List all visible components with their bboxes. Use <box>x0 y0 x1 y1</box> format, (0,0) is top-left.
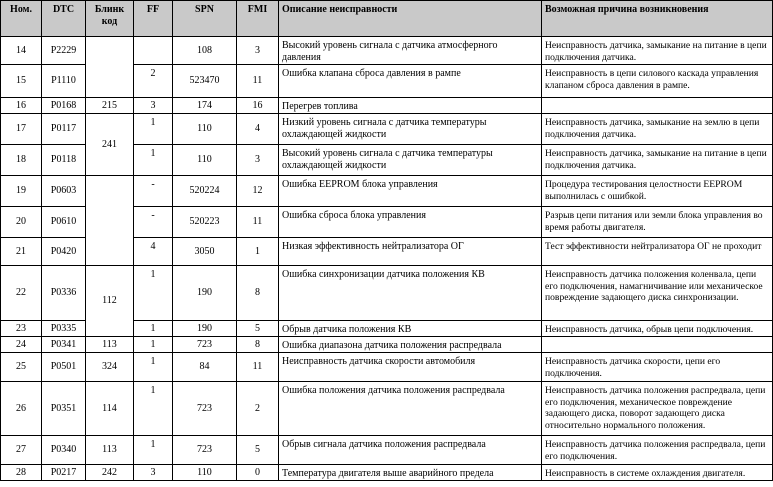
cell-desc: Высокий уровень сигнала с датчика атмосферного давления <box>279 37 542 65</box>
col-header-cause: Возможная причина возникновения <box>542 1 773 37</box>
header-row <box>1 1 773 37</box>
cell-dtc: P1110 <box>42 65 86 98</box>
table-row <box>1 114 773 145</box>
cell-spn: 723 <box>173 382 237 436</box>
cell-num: 28 <box>1 465 42 481</box>
cell-cause: Неисправность датчика скорости, цепи его подключения. <box>542 353 773 382</box>
cell-blink: 324 <box>86 353 134 382</box>
col-header-spn: SPN <box>173 1 237 37</box>
cell-desc: Перегрев топлива <box>279 98 542 114</box>
cell-fmi: 16 <box>237 98 279 114</box>
cell-dtc: P0341 <box>42 337 86 353</box>
cell-ff: 1 <box>134 353 173 382</box>
cell-num: 26 <box>1 382 42 436</box>
cell-cause: Тест эффективности нейтрализатора ОГ не проходит <box>542 238 773 266</box>
cell-blink: 113 <box>86 337 134 353</box>
cell-num: 18 <box>1 145 42 176</box>
col-header-dtc: DTC <box>42 1 86 37</box>
cell-ff: 1 <box>134 321 173 337</box>
cell-cause: Неисправность датчика, обрыв цепи подключения. <box>542 321 773 337</box>
cell-cause: Неисправность датчика, замыкание на питание в цепи подключения датчика. <box>542 37 773 65</box>
cell-fmi: 8 <box>237 266 279 321</box>
cell-ff: 1 <box>134 114 173 145</box>
cell-fmi: 4 <box>237 114 279 145</box>
cell-dtc: P0420 <box>42 238 86 266</box>
cell-ff: 2 <box>134 65 173 98</box>
cell-blink <box>86 176 134 266</box>
cell-ff: 1 <box>134 436 173 465</box>
cell-dtc: P0603 <box>42 176 86 207</box>
table-row <box>1 37 773 65</box>
cell-dtc: P0118 <box>42 145 86 176</box>
cell-desc: Высокий уровень сигнала с датчика температуры охлаждающей жидкости <box>279 145 542 176</box>
cell-fmi: 3 <box>237 145 279 176</box>
cell-ff: 3 <box>134 465 173 481</box>
cell-fmi: 11 <box>237 207 279 238</box>
cell-fmi: 0 <box>237 465 279 481</box>
cell-cause <box>542 98 773 114</box>
cell-desc: Низкий уровень сигнала с датчика температуры охлаждающей жидкости <box>279 114 542 145</box>
cell-blink <box>86 37 134 98</box>
cell-fmi: 5 <box>237 321 279 337</box>
cell-fmi: 5 <box>237 436 279 465</box>
cell-desc: Температура двигателя выше аварийного предела <box>279 465 542 481</box>
cell-fmi: 3 <box>237 37 279 65</box>
cell-spn: 3050 <box>173 238 237 266</box>
cell-num: 16 <box>1 98 42 114</box>
cell-spn: 523470 <box>173 65 237 98</box>
col-header-blink: Блинк код <box>86 1 134 37</box>
cell-ff: - <box>134 207 173 238</box>
cell-num: 17 <box>1 114 42 145</box>
cell-spn: 520223 <box>173 207 237 238</box>
cell-spn: 190 <box>173 266 237 321</box>
table-row <box>1 337 773 353</box>
cell-num: 15 <box>1 65 42 98</box>
cell-cause: Разрыв цепи питания или земли блока управления во время работы двигателя. <box>542 207 773 238</box>
cell-dtc: P0610 <box>42 207 86 238</box>
cell-fmi: 1 <box>237 238 279 266</box>
cell-cause: Неисправность датчика положения распредвала, цепи его подключения. <box>542 436 773 465</box>
cell-num: 20 <box>1 207 42 238</box>
cell-num: 23 <box>1 321 42 337</box>
table-row <box>1 266 773 321</box>
cell-spn: 110 <box>173 465 237 481</box>
cell-dtc: P0117 <box>42 114 86 145</box>
cell-cause <box>542 337 773 353</box>
cell-desc: Ошибка сброса блока управления <box>279 207 542 238</box>
col-header-desc: Описание неисправности <box>279 1 542 37</box>
cell-blink: 242 <box>86 465 134 481</box>
cell-blink: 114 <box>86 382 134 436</box>
cell-desc: Ошибка клапана сброса давления в рампе <box>279 65 542 98</box>
cell-cause: Неисправность в системе охлаждения двигателя. <box>542 465 773 481</box>
cell-dtc: P0335 <box>42 321 86 337</box>
cell-ff: 1 <box>134 337 173 353</box>
cell-cause: Процедура тестирования целостности EEPROM выполнилась с ошибкой. <box>542 176 773 207</box>
cell-num: 14 <box>1 37 42 65</box>
cell-num: 19 <box>1 176 42 207</box>
cell-num: 22 <box>1 266 42 321</box>
cell-cause: Неисправность в цепи силового каскада управления клапаном сброса давления в рампе. <box>542 65 773 98</box>
cell-fmi: 2 <box>237 382 279 436</box>
cell-dtc: P0168 <box>42 98 86 114</box>
table-row <box>1 382 773 436</box>
cell-desc: Ошибка диапазона датчика положения распредвала <box>279 337 542 353</box>
cell-spn: 520224 <box>173 176 237 207</box>
col-header-fmi: FMI <box>237 1 279 37</box>
col-header-ff: FF <box>134 1 173 37</box>
cell-spn: 84 <box>173 353 237 382</box>
cell-cause: Неисправность датчика положения коленвала, цепи его подключения, намагничивание или механическое повреждение задающего диска синхронизации. <box>542 266 773 321</box>
cell-fmi: 11 <box>237 353 279 382</box>
cell-dtc: P0340 <box>42 436 86 465</box>
cell-dtc: P0217 <box>42 465 86 481</box>
cell-spn: 108 <box>173 37 237 65</box>
cell-desc: Ошибка синхронизации датчика положения КВ <box>279 266 542 321</box>
cell-blink: 215 <box>86 98 134 114</box>
cell-desc: Неисправность датчика скорости автомобиля <box>279 353 542 382</box>
cell-blink: 113 <box>86 436 134 465</box>
cell-spn: 723 <box>173 436 237 465</box>
cell-num: 27 <box>1 436 42 465</box>
cell-num: 21 <box>1 238 42 266</box>
cell-cause: Неисправность датчика, замыкание на землю в цепи подключения датчика. <box>542 114 773 145</box>
cell-spn: 110 <box>173 114 237 145</box>
cell-fmi: 11 <box>237 65 279 98</box>
cell-blink: 241 <box>86 114 134 176</box>
cell-spn: 190 <box>173 321 237 337</box>
cell-dtc: P2229 <box>42 37 86 65</box>
cell-spn: 723 <box>173 337 237 353</box>
cell-desc: Обрыв датчика положения КВ <box>279 321 542 337</box>
cell-desc: Ошибка EEPROM блока управления <box>279 176 542 207</box>
table-row <box>1 176 773 207</box>
cell-ff: 4 <box>134 238 173 266</box>
cell-ff: 1 <box>134 266 173 321</box>
cell-num: 24 <box>1 337 42 353</box>
cell-fmi: 8 <box>237 337 279 353</box>
cell-cause: Неисправность датчика, замыкание на питание в цепи подключения датчика. <box>542 145 773 176</box>
cell-ff: - <box>134 176 173 207</box>
table-row <box>1 98 773 114</box>
cell-desc: Обрыв сигнала датчика положения распредвала <box>279 436 542 465</box>
cell-fmi: 12 <box>237 176 279 207</box>
table-row <box>1 353 773 382</box>
cell-ff: 3 <box>134 98 173 114</box>
cell-desc: Низкая эффективность нейтрализатора ОГ <box>279 238 542 266</box>
cell-dtc: P0351 <box>42 382 86 436</box>
cell-spn: 110 <box>173 145 237 176</box>
cell-spn: 174 <box>173 98 237 114</box>
cell-cause: Неисправность датчика положения распредвала, цепи его подключения, механическое повреждение задающего диска, поворот задающего диска относительно нормального положения. <box>542 382 773 436</box>
cell-ff: 1 <box>134 145 173 176</box>
cell-num: 25 <box>1 353 42 382</box>
cell-dtc: P0501 <box>42 353 86 382</box>
cell-ff <box>134 37 173 65</box>
cell-blink: 112 <box>86 266 134 337</box>
cell-desc: Ошибка положения датчика положения распредвала <box>279 382 542 436</box>
col-header-num: Ном. <box>1 1 42 37</box>
cell-ff: 1 <box>134 382 173 436</box>
table-row <box>1 436 773 465</box>
cell-dtc: P0336 <box>42 266 86 321</box>
table-row <box>1 465 773 481</box>
